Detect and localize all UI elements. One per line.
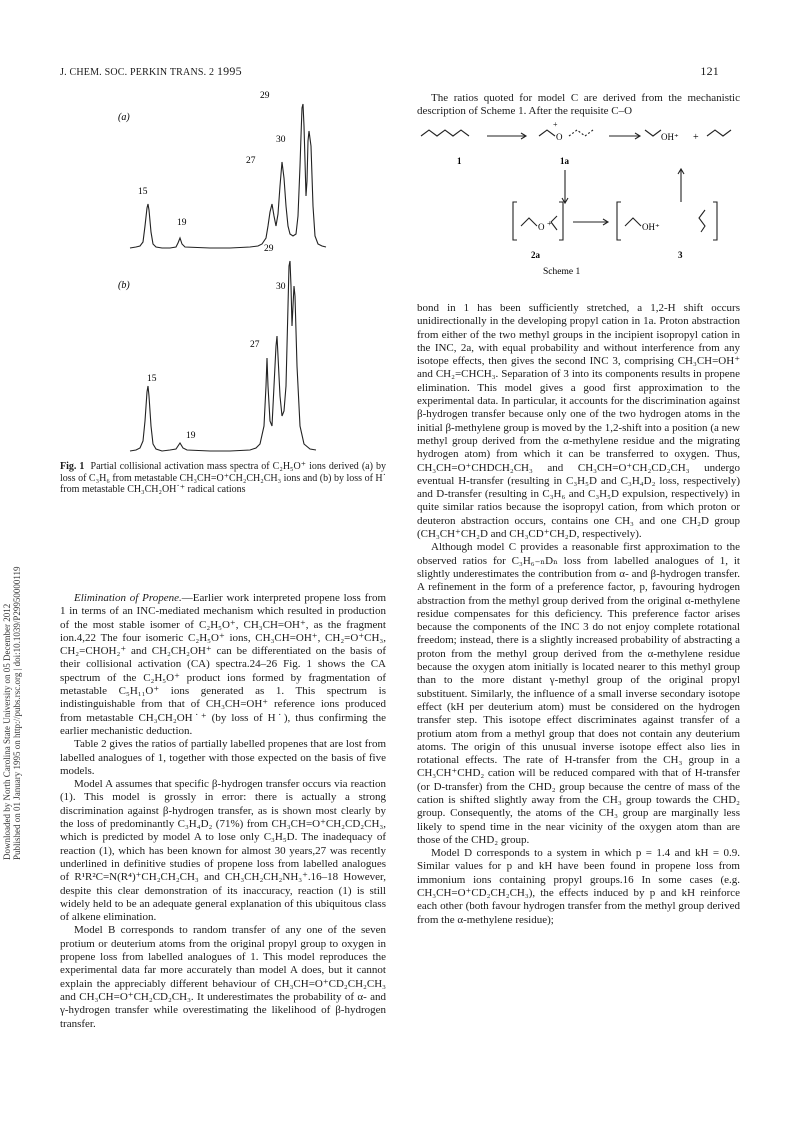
figure-1-caption	[60, 461, 386, 496]
structure-1a	[539, 130, 555, 136]
plus-products: +	[693, 132, 699, 143]
left-paragraph-3: Model A assumes that specific β-hydrogen transfer occurs via reaction (1). This model is grossly in error: there is actually a strong discrimination against β-hydrogen transfer, as is shown most clearly by the loss of predominantly C₃H₄D₂ (71%) from CH₃CH=O⁺CH₂CD₂CH₃, which is predicted by model A to lose only C₃H₅D. The inadequacy of reaction (1), which has been known for almost 30 years,27 was recently underlined in definitive studies of propene loss from labelled analogues of R¹R²C=N(R⁴)⁺CH₂CH₂CH₃ and CH₃CH₂CH₂NH₃⁺.16–18 However, despite this clear demonstration of its inaccuracy, reaction (1) is still widely held to be an adequate general explanation of this ubiquitous class of alkene elimination.	[60, 778, 386, 924]
structure-ethylidene	[645, 130, 661, 136]
journal-header	[60, 64, 242, 79]
bracket-3-right	[713, 202, 717, 240]
peak-a-19: 19	[177, 218, 187, 228]
panel-a-label: (a)	[118, 112, 130, 123]
peak-a-29: 29	[260, 91, 270, 101]
right-column-intro	[417, 92, 740, 119]
o-2a: O	[538, 222, 545, 232]
caption-label: Fig. 1	[60, 461, 85, 472]
right-paragraph-2: Although model C provides a reasonable first approximation to the observed ratios for C₃H₆₋ₙDₙ loss from labelled analogues of 1, it slightly underestimates the contribution from α- and β-hydrogen transfer. A refinement in the form of a preference factor, p, favouring hydrogen abstraction from the methyl group derived from the original α-methylene residue compensates for this deficiency. This preference factor arises because the components of the INC 3 do not enjoy complete rotational freedom; instead, there is a slightly increased probability of abstracting a proton from the methyl group derived from the α-methylene residue because the oxygen atom initially is located nearer to this methyl group than to the more distant γ-methyl group of the original propyl substituent. Similarly, the influence of a small inverse secondary isotope effect (kH per deuterium atom) must be considered on the hydrogen transfer step. This isotope effect discriminates against transfer of a protium atom from a methyl group that does not contain any deuterium atoms. The origin of this unusual inverse isotope effect also lies in rotational effects. The rate of H-transfer from the CH₃ group in a CH₃CH⁺CHD₂ cation will be reduced compared with that of H-transfer (or D-transfer) from the CHD₂ group because the centre of mass of the cation is shifted slightly away from the CH₃ group towards the CHD₂ group. Consequently, the atoms of the CH₃ group are marginally less likely to spend time in the near vicinity of the oxygen atom than are those of the CHD₂ group.	[417, 541, 740, 846]
bracket-2a-left	[513, 202, 517, 240]
right-paragraph-1: bond in 1 has been sufficiently stretched, a 1,2-H shift occurs unidirectionally in the developing propyl cation in 1a. Proton abstraction from either of the two methyl groups in the incipient isopropyl cation in the INC, 2a, with equal probability and without interference from any isotope effects, then gives the second INC 3, comprising CH₃CH=OH⁺ and CH₂=CHCH₃. Separation of 3 into its components results in propene elimination. This model gives a good first approximation to the experimental data. In particular, it accounts for the discrimination against β-hydrogen transfer because only one of the two hydrogen atoms in the initial β-methylene group is moved by the 1,2-shift into a position (a new methyl group derived from the α-methylene residue and the migrating hydrogen atom) from which it can be transferred to oxygen. Thus, CH₃CH=O⁺CHDCH₂CH₃ and CH₃CH=O⁺CH₂CD₂CH₃ undergo eventual H-transfer (resulting in C₃H₅D and C₃H₄D₂ loss, respectively) and D-transfer (resulting in C₃H₆ and C₃H₅D expulsion, respectively) in quite similar ratios because the isopropyl cation, from which proton or deuteron abstraction occurs, contains one CH₃ and one CH₂D group (CH₃CH⁺CH₂D and CH₃CD⁺CH₂D, respectively).	[417, 302, 740, 541]
panel-b-label: (b)	[118, 280, 130, 291]
structure-1	[421, 130, 469, 136]
download-stamp-line2: Published on 01 January 1995 on http://pubs.rsc.org | doi:10.1039/P29950000119	[12, 566, 22, 860]
journal-year: 1995	[216, 64, 242, 78]
spectrum-b-trace	[130, 261, 316, 451]
page-number: 121	[700, 64, 719, 78]
figure-1-spectra	[90, 86, 390, 458]
section-heading: Elimination of Propene.	[74, 592, 182, 604]
peak-b-30: 30	[276, 282, 286, 292]
label-1a: 1a	[560, 156, 569, 166]
peak-a-15: 15	[138, 187, 148, 197]
download-stamp	[2, 300, 20, 860]
oh-plus-3: OH⁺	[642, 222, 660, 232]
plus-2a: +	[547, 219, 552, 228]
label-1: 1	[457, 156, 462, 166]
o-1a: O	[556, 132, 563, 142]
left-paragraph-2: Table 2 gives the ratios of partially labelled propenes that are lost from labelled analogues of 1, together with those expected on the basis of five models.	[60, 738, 386, 777]
peak-a-27: 27	[246, 156, 256, 166]
bracket-2a-right	[559, 202, 563, 240]
right-intro-paragraph: The ratios quoted for model C are derived from the mechanistic description of Scheme 1. After the requisite C–O	[417, 92, 740, 118]
label-3: 3	[678, 250, 683, 260]
plus-1a: +	[553, 122, 558, 129]
scheme-title: Scheme 1	[543, 267, 581, 277]
left-paragraph-1: —Earlier work interpreted propene loss from 1 in terms of an INC-mediated mechanism which resulted in production of the most stable isomer of C₂H₅O⁺, CH₃CH=OH⁺, as the fragment ion.4,22 The four isomeric C₂H₅O⁺ ions, CH₃CH=OH⁺, CH₂=O⁺CH₃, CH₂=CHOH₂⁺ and CH₂CH₂OH⁺ can be differentiated on the basis of their collisional activation (CA) spectra.24–26 Fig. 1 shows the CA spectrum of the C₂H₅O⁺ product ions formed by fragmentation of metastable C₅H₁₁O⁺ ions generated as 1. This spectrum is indistinguishable from that of CH₃CH=OH⁺ reference ions produced from metastable CH₃CH₂OH˙⁺ (by loss of H˙), thus confirming the earlier mechanistic deduction.	[60, 592, 386, 737]
right-paragraph-3: Model D corresponds to a system in which p = 1.4 and kH = 0.9. Similar values for p and kH have been found in propene loss from immonium ions containing propyl groups.16 In some cases (e.g. CH₃CH=O⁺CD₂CH₂CH₃), the effects induced by p and kH reinforce each other (both favour hydrogen transfer from the methyl group derived from the α-methylene residue);	[417, 847, 740, 926]
spectrum-a-trace	[130, 104, 326, 248]
bracket-3-left	[617, 202, 621, 240]
peak-a-30: 30	[276, 135, 286, 145]
left-column	[60, 592, 386, 1031]
peak-b-15: 15	[147, 374, 157, 384]
journal-name: J. CHEM. SOC. PERKIN TRANS. 2	[60, 67, 215, 78]
peak-b-27: 27	[250, 340, 260, 350]
structure-propene	[707, 130, 731, 136]
caption-text: Partial collisional activation mass spectra of C₂H₅O⁺ ions derived (a) by loss of C₃H₆ from metastable CH₃CH=O⁺CH₂CH₂CH₃ ions and (b) by loss of H˙ from metastable CH₃CH₂OH˙⁺ radical cations	[60, 461, 386, 495]
peak-b-19: 19	[186, 431, 196, 441]
oh-plus-product: OH⁺	[661, 132, 679, 142]
left-paragraph-4: Model B corresponds to random transfer of any one of the seven protium or deuterium atoms from the original propyl group to oxygen in propene loss from labelled analogues of 1. This model reproduces the experimental data far more accurately than model A does, but it cannot explain the appreciably different behaviour of CH₃CH=O⁺CD₂CH₂CH₃ and CH₃CH=O⁺CH₂CD₂CH₃. It underestimates the probability of α- and γ-hydrogen transfer while overestimating the likelihood of β-hydrogen transfer.	[60, 924, 386, 1030]
download-stamp-line1: Downloaded by North Carolina State University on 05 December 2012	[2, 603, 12, 860]
right-column	[417, 302, 740, 927]
peak-b-29: 29	[264, 244, 274, 254]
scheme-1	[417, 122, 740, 282]
label-2a: 2a	[531, 250, 540, 260]
